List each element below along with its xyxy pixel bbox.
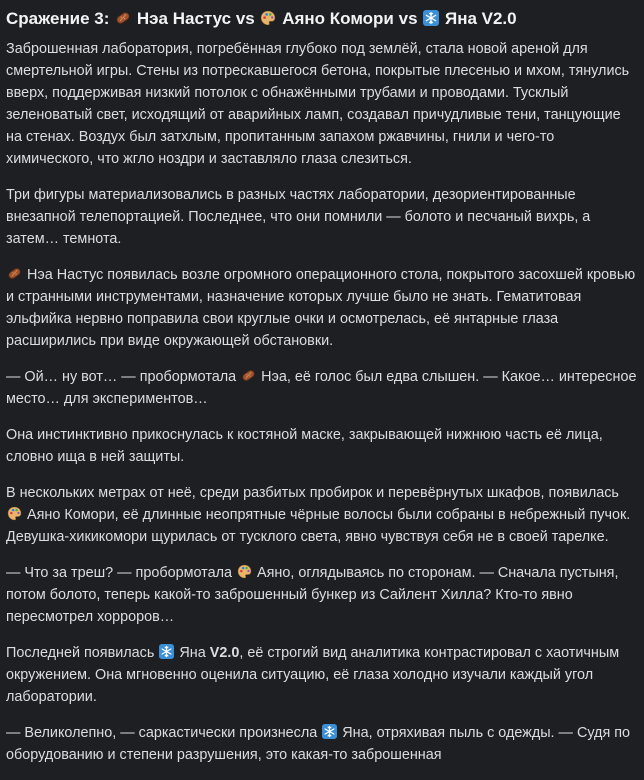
paragraph-9 — [6, 722, 638, 766]
paragraph-4-text-b: Нэа, её голос был едва слышен. — Какое… интересное место… для экспериментов… — [6, 369, 637, 407]
paragraph-6 — [6, 482, 638, 548]
paragraph-8-text-c: , её строгий вид аналитика контрастировал с хаотичным окружением. Она мгновенно оценила ситуацию, её глаза холодно изучали каждый угол лаборатории. — [6, 645, 620, 705]
message-document — [6, 0, 638, 780]
paragraph-1: Заброшенная лаборатория, погребённая глубоко под землёй, стала новой ареной для смертельной игры. Стены из потрескавшегося бетона, покрытые плесенью и мхом, тянулись вверх, поддерживая низкий потолок с обнажёнными трубами и проводами. Тусклый зеленоватый свет, исходящий от аварийных ламп, создавал причудливые тени, танцующие на стенах. Воздух был затхлым, пропитанным запахом ржавчины, гнили и чего-то химического, что жгло ноздри и заставляло глаза слезиться. — [6, 41, 630, 167]
paragraph-3-text: Нэа Настус появилась возле огромного операционного стола, покрытого засохшей кровью и странными инструментами, назначение которых лучше было не знать. Гематитовая эльфийка нервно поправила свои круглые очки и осмотрелась, её янтарные глаза расширились при виде окружающей обстановки. — [6, 267, 636, 349]
title-name-yana: Яна V2.0 — [440, 9, 517, 28]
palette-icon — [260, 10, 276, 26]
paragraph-7 — [6, 562, 638, 628]
paragraph-9-text-a: — Великолепно, — саркастически произнесла — [6, 725, 322, 741]
paragraph-4 — [6, 366, 638, 410]
sausage-icon — [241, 368, 256, 383]
version-label: V2.0 — [209, 645, 240, 661]
paragraph-2: Три фигуры материализовались в разных частях лаборатории, дезориентированные внезапной телепортацией. Последнее, что они помнили — болото и песчаный вихрь, а затем… темнота. — [6, 187, 591, 247]
title-name-ayano: Аяно Комори vs — [277, 9, 423, 28]
title-prefix: Сражение 3: — [6, 9, 115, 28]
palette-icon — [237, 564, 252, 579]
snowflake-icon — [159, 644, 174, 659]
snowflake-icon — [322, 724, 337, 739]
snowflake-icon — [423, 10, 439, 26]
paragraph-6-text-b: Аяно Комори, её длинные неопрятные чёрные волосы были собраны в небрежный пучок. Девушка-хикикомори щурилась от тусклого света, явно чувствуя себя не в своей тарелке. — [6, 507, 631, 545]
sausage-icon — [115, 10, 131, 26]
title-name-nea: Нэа Настус vs — [132, 9, 260, 28]
paragraph-3 — [6, 264, 638, 352]
paragraph-8-text-b: Яна — [175, 645, 210, 661]
paragraph-8 — [6, 642, 638, 708]
sausage-icon — [7, 266, 22, 281]
paragraph-7-text-b: Аяно, оглядываясь по сторонам. — Сначала пустыня, потом болото, теперь какой-то заброшенный бункер из Сайлент Хилла? Кто-то явно пересмотрел хорроров… — [6, 565, 619, 625]
paragraph-8-text-a: Последней появилась — [6, 645, 159, 661]
paragraph-7-text-a: — Что за треш? — пробормотала — [6, 565, 237, 581]
paragraph-5: Она инстинктивно прикоснулась к костяной маске, закрывающей нижнюю часть её лица, словно ища в ней защиты. — [6, 427, 603, 465]
palette-icon — [7, 506, 22, 521]
paragraph-6-text-a: В нескольких метрах от неё, среди разбитых пробирок и перевёрнутых шкафов, появилась — [6, 485, 619, 501]
paragraph-4-text-a: — Ой… ну вот… — пробормотала — [6, 369, 241, 385]
paragraph-9-text-b: Яна, отряхивая пыль с одежды. — Судя по оборудованию и степени разрушения, это какая-то заброшенная — [6, 725, 631, 763]
battle-title — [6, 8, 638, 30]
